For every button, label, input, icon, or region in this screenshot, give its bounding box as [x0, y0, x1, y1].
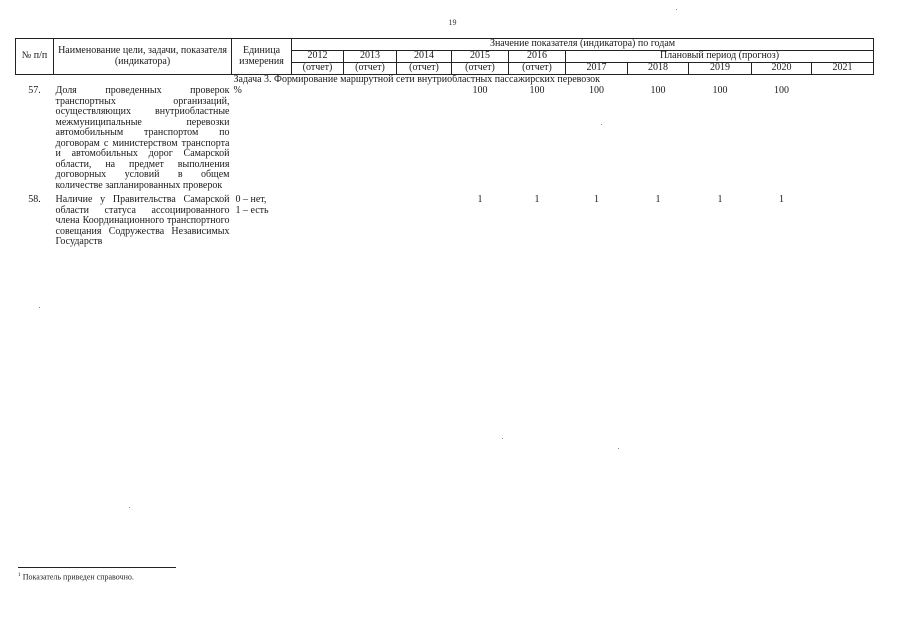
value-cell: 1	[779, 194, 784, 205]
scan-speck	[601, 124, 602, 125]
value-cell	[292, 191, 344, 248]
page-number: 19	[448, 18, 457, 27]
footnote-mark: 1	[18, 572, 21, 578]
header-report-note: (отчет)	[397, 63, 452, 75]
header-plan-year: 2020	[752, 63, 812, 75]
indicator-unit: %	[233, 85, 242, 96]
value-cell: 100	[712, 85, 728, 96]
value-cell	[344, 86, 397, 191]
value-cell: 100	[774, 85, 789, 96]
scan-speck	[676, 9, 677, 10]
value-cell: 1	[534, 194, 540, 205]
header-plan-year: 2021	[812, 63, 874, 75]
value-cell	[812, 86, 874, 191]
value-cell	[292, 86, 344, 191]
table-body	[16, 75, 874, 248]
header-plan-year: 2017	[566, 63, 628, 75]
scan-speck	[618, 448, 619, 449]
footnote-rule	[18, 567, 176, 568]
header-year: 2014	[397, 51, 452, 63]
table-row	[16, 86, 874, 191]
scan-speck	[502, 438, 503, 439]
value-cell: 100	[472, 85, 488, 96]
value-cell	[397, 191, 452, 248]
indicator-name: Доля проведенных проверок транспортных организаций, осуществляющих внутриобластные межмуниципальные перевозки автомобильным транспортом по договорам с министерством транспорта и автомобильных дорог Самарской области, на предмет выполнения договорных условий в общем количестве запланированных проверок	[55, 85, 230, 191]
header-report-note: (отчет)	[452, 63, 509, 75]
row-number: 57.	[28, 85, 41, 96]
indicators-table	[15, 38, 874, 248]
header-report-note: (отчет)	[509, 63, 566, 75]
scan-speck	[39, 307, 40, 308]
value-cell: 100	[589, 85, 604, 96]
value-cell	[344, 191, 397, 248]
value-cell: 1	[594, 194, 599, 205]
header-year: 2015	[452, 51, 509, 63]
footnote	[18, 572, 134, 582]
header-plan-title: Плановый период (прогноз)	[566, 51, 874, 63]
header-plan-year: 2018	[628, 63, 689, 75]
header-report-note: (отчет)	[344, 63, 397, 75]
header-num: № п/п	[16, 39, 54, 75]
value-cell: 1	[655, 194, 661, 205]
value-cell: 1	[717, 194, 723, 205]
header-unit: Единица измерения	[232, 39, 292, 75]
value-cell	[812, 191, 874, 248]
header-plan-year: 2019	[689, 63, 752, 75]
scan-speck	[129, 507, 130, 508]
footnote-text: Показатель приведен справочно.	[22, 572, 134, 582]
header-values-title: Значение показателя (индикатора) по годам	[292, 39, 874, 51]
value-cell: 1	[477, 194, 483, 205]
value-cell: 100	[650, 85, 666, 96]
header-report-note: (отчет)	[292, 63, 344, 75]
value-cell: 100	[529, 85, 545, 96]
table-header	[16, 39, 874, 75]
row-number: 58.	[28, 194, 41, 205]
table-row	[16, 191, 874, 248]
header-year: 2013	[344, 51, 397, 63]
value-cell	[397, 86, 452, 191]
indicator-name: Наличие у Правительства Самарской области статуса ассоциированного члена Координационного транспортного совещания Содружества Независимых Государств	[55, 194, 230, 247]
header-name: Наименование цели, задачи, показателя (индикатора)	[54, 39, 232, 75]
header-year: 2012	[292, 51, 344, 63]
header-year: 2016	[509, 51, 566, 63]
indicator-unit: 0 – нет, 1 – есть	[235, 194, 269, 216]
task-title: Задача 3. Формирование маршрутной сети внутриобластных пассажирских перевозок	[233, 74, 601, 85]
